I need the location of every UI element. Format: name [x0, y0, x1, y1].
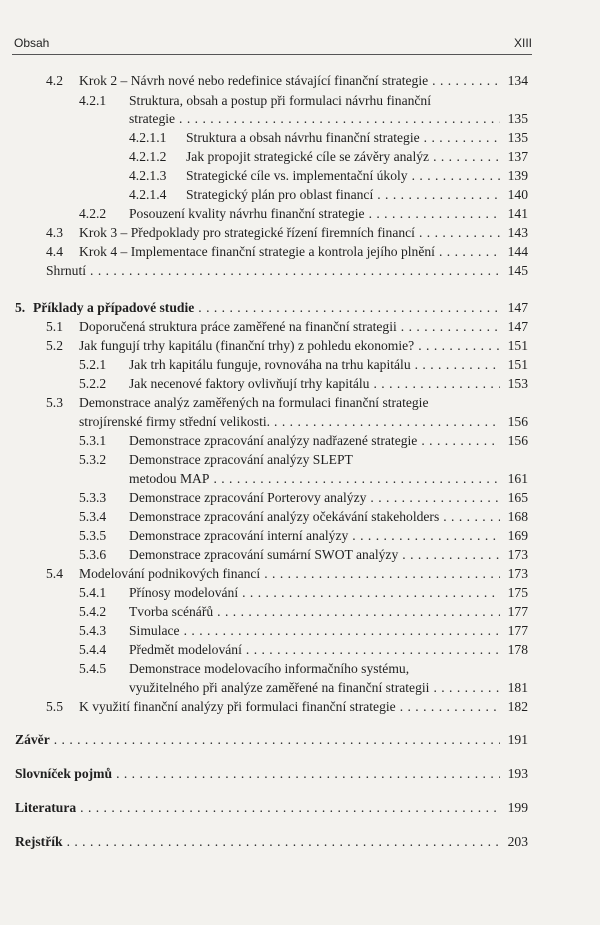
toc-entry	[46, 243, 528, 260]
toc-title: Demonstrace zpracování sumární SWOT analýzy	[129, 547, 399, 562]
toc-number: 5.2.2	[79, 376, 107, 391]
toc-title: Struktura a obsah návrhu finanční strategie	[186, 130, 420, 145]
toc-title: strategie	[129, 111, 176, 126]
toc-title-line1: Demonstrace zpracování analýzy SLEPT	[129, 452, 353, 467]
toc-page: 165	[507, 490, 528, 505]
toc-title: Jak propojit strategické cíle se závěry analýz	[186, 149, 430, 164]
toc-title-line1: Struktura, obsah a postup při formulaci návrhu finanční	[129, 93, 432, 108]
toc-title: Strategické cíle vs. implementační úkoly	[186, 168, 408, 183]
toc-chapter	[15, 731, 528, 748]
toc-number: 4.2.1.3	[129, 168, 167, 183]
toc-entry	[46, 337, 528, 354]
toc-number: 5.4.2	[79, 604, 107, 619]
toc-number: 5.4.5	[79, 661, 107, 676]
toc-title: Závěr	[15, 732, 50, 747]
toc-page: 153	[507, 376, 528, 391]
toc-number: 4.2	[46, 73, 63, 88]
toc-page: 181	[507, 680, 528, 695]
toc-title-line1: Demonstrace analýz zaměřených na formulaci finanční strategie	[79, 395, 429, 410]
toc-page: 134	[507, 73, 528, 88]
toc-entry-first-line	[46, 394, 429, 411]
toc-title: Literatura	[15, 800, 77, 815]
toc-number: 5.4.1	[79, 585, 107, 600]
toc-entry	[79, 508, 528, 525]
toc-chapter	[15, 299, 528, 316]
toc-title: Přínosy modelování	[129, 585, 239, 600]
toc-number: 4.2.2	[79, 206, 107, 221]
toc-title: Doporučená struktura práce zaměřené na finanční strategii	[79, 319, 397, 334]
toc-number: 5.3.3	[79, 490, 107, 505]
toc-page: 147	[507, 300, 528, 315]
toc-page: 140	[507, 187, 528, 202]
toc-title: Krok 2 – Návrh nové nebo redefinice stávající finanční strategie	[79, 73, 429, 88]
toc-entry-first-line	[79, 660, 409, 677]
toc-entry-first-line	[79, 451, 353, 468]
header-section-title: Obsah	[14, 36, 50, 50]
toc-title: Rejstřík	[15, 834, 63, 849]
toc-page: 173	[507, 547, 528, 562]
toc-entry	[129, 110, 528, 127]
toc-entry	[46, 565, 528, 582]
toc-entry	[79, 489, 528, 506]
toc-page: 151	[507, 357, 528, 372]
toc-number: 4.2.1.4	[129, 187, 167, 202]
toc-number: 4.2.1.1	[129, 130, 167, 145]
toc-title: Jak necenové faktory ovlivňují trhy kapitálu	[129, 376, 370, 391]
toc-page: 177	[507, 604, 528, 619]
toc-title: Jak trh kapitálu funguje, rovnováha na trhu kapitálu	[129, 357, 411, 372]
toc-number: 4.2.1.2	[129, 149, 167, 164]
toc-page: 177	[507, 623, 528, 638]
toc-chapter	[15, 833, 528, 850]
toc-number: 5.3.1	[79, 433, 107, 448]
toc-title: Krok 3 – Předpoklady pro strategické řízení firemních financí	[79, 225, 415, 240]
toc-number: 5.3.6	[79, 547, 107, 562]
toc-number: 4.4	[46, 244, 63, 259]
toc-number: 5.4.3	[79, 623, 107, 638]
toc-chapter	[15, 799, 528, 816]
header-page-number: XIII	[513, 36, 532, 50]
toc-page: 141	[507, 206, 528, 221]
toc-chapter	[15, 765, 528, 782]
toc-number: 5.2.1	[79, 357, 107, 372]
toc-number: 5.3.4	[79, 509, 107, 524]
toc-entry	[79, 356, 528, 373]
toc-entry	[129, 129, 528, 146]
toc-page: 191	[507, 732, 528, 747]
toc-number: 5.3.2	[79, 452, 107, 467]
toc-entry	[129, 167, 528, 184]
toc-title: Demonstrace zpracování analýzy očekávání stakeholders	[129, 509, 440, 524]
toc-entry	[46, 72, 528, 89]
toc-entry	[79, 622, 528, 639]
toc-entry	[46, 318, 528, 335]
toc-page: 137	[507, 149, 528, 164]
toc-entry-first-line	[79, 92, 431, 109]
toc-title-line1: Demonstrace modelovacího informačního systému,	[129, 661, 410, 676]
toc-page: 139	[507, 168, 528, 183]
toc-number: 5.3	[46, 395, 63, 410]
toc-number: 5.2	[46, 338, 63, 353]
toc-title: Demonstrace zpracování analýzy nadřazené strategie	[129, 433, 418, 448]
toc-title: strojírenské firmy střední velikosti.	[79, 414, 271, 429]
toc-page: 135	[507, 130, 528, 145]
toc-entry	[46, 262, 528, 279]
toc-title: K využití finanční analýzy při formulaci finanční strategie	[79, 699, 396, 714]
toc-title: Modelování podnikových financí	[79, 566, 261, 581]
toc-page: 182	[507, 699, 528, 714]
toc-title: využitelného při analýze zaměřené na finanční strategii	[129, 680, 430, 695]
toc-page: 168	[507, 509, 528, 524]
toc-title: Posouzení kvality návrhu finanční strategie	[129, 206, 365, 221]
toc-title: Strategický plán pro oblast financí	[186, 187, 374, 202]
toc-page: 173	[507, 566, 528, 581]
toc-number: 5.3.5	[79, 528, 107, 543]
toc-entry	[79, 375, 528, 392]
toc-title: Příklady a případové studie	[33, 300, 195, 315]
toc-title: Simulace	[129, 623, 180, 638]
toc-entry	[79, 603, 528, 620]
toc-number: 5.1	[46, 319, 63, 334]
toc-title: metodou MAP	[129, 471, 210, 486]
toc-entry	[79, 432, 528, 449]
toc-page: 175	[507, 585, 528, 600]
toc-page: 203	[507, 834, 528, 849]
toc-page: 144	[507, 244, 528, 259]
toc-number: 5.	[15, 300, 26, 315]
toc-entry	[129, 148, 528, 165]
toc-page: 169	[507, 528, 528, 543]
toc-page: 147	[507, 319, 528, 334]
toc-title: Demonstrace zpracování Porterovy analýzy	[129, 490, 367, 505]
toc-title: Demonstrace zpracování interní analýzy	[129, 528, 349, 543]
toc-page: 156	[507, 414, 528, 429]
toc-title: Jak fungují trhy kapitálu (finanční trhy) z pohledu ekonomie?	[79, 338, 415, 353]
toc-entry	[46, 224, 528, 241]
toc-page: 151	[507, 338, 528, 353]
toc-entry	[46, 698, 528, 715]
toc-title: Krok 4 – Implementace finanční strategie a kontrola jejího plnění	[79, 244, 435, 259]
toc-entry	[79, 413, 528, 430]
toc-entry	[79, 546, 528, 563]
toc-page: 143	[507, 225, 528, 240]
toc-number: 4.3	[46, 225, 63, 240]
toc-title: Shrnutí	[46, 263, 87, 278]
toc-entry	[79, 584, 528, 601]
toc-entry	[129, 186, 528, 203]
toc-number: 5.4	[46, 566, 63, 581]
toc-entry	[79, 527, 528, 544]
toc-page: 135	[507, 111, 528, 126]
toc-page: 193	[507, 766, 528, 781]
toc-page: 156	[507, 433, 528, 448]
toc-number: 4.2.1	[79, 93, 107, 108]
toc-title: Předmět modelování	[129, 642, 242, 657]
toc-entry	[79, 205, 528, 222]
toc-entry	[129, 470, 528, 487]
toc-entry	[79, 641, 528, 658]
toc-title: Slovníček pojmů	[15, 766, 113, 781]
toc-entry	[129, 679, 528, 696]
toc-page: 199	[507, 800, 528, 815]
toc-page: 145	[507, 263, 528, 278]
toc-page: 161	[507, 471, 528, 486]
toc-title: Tvorba scénářů	[129, 604, 214, 619]
toc-number: 5.5	[46, 699, 63, 714]
toc-page: 178	[507, 642, 528, 657]
toc-number: 5.4.4	[79, 642, 107, 657]
